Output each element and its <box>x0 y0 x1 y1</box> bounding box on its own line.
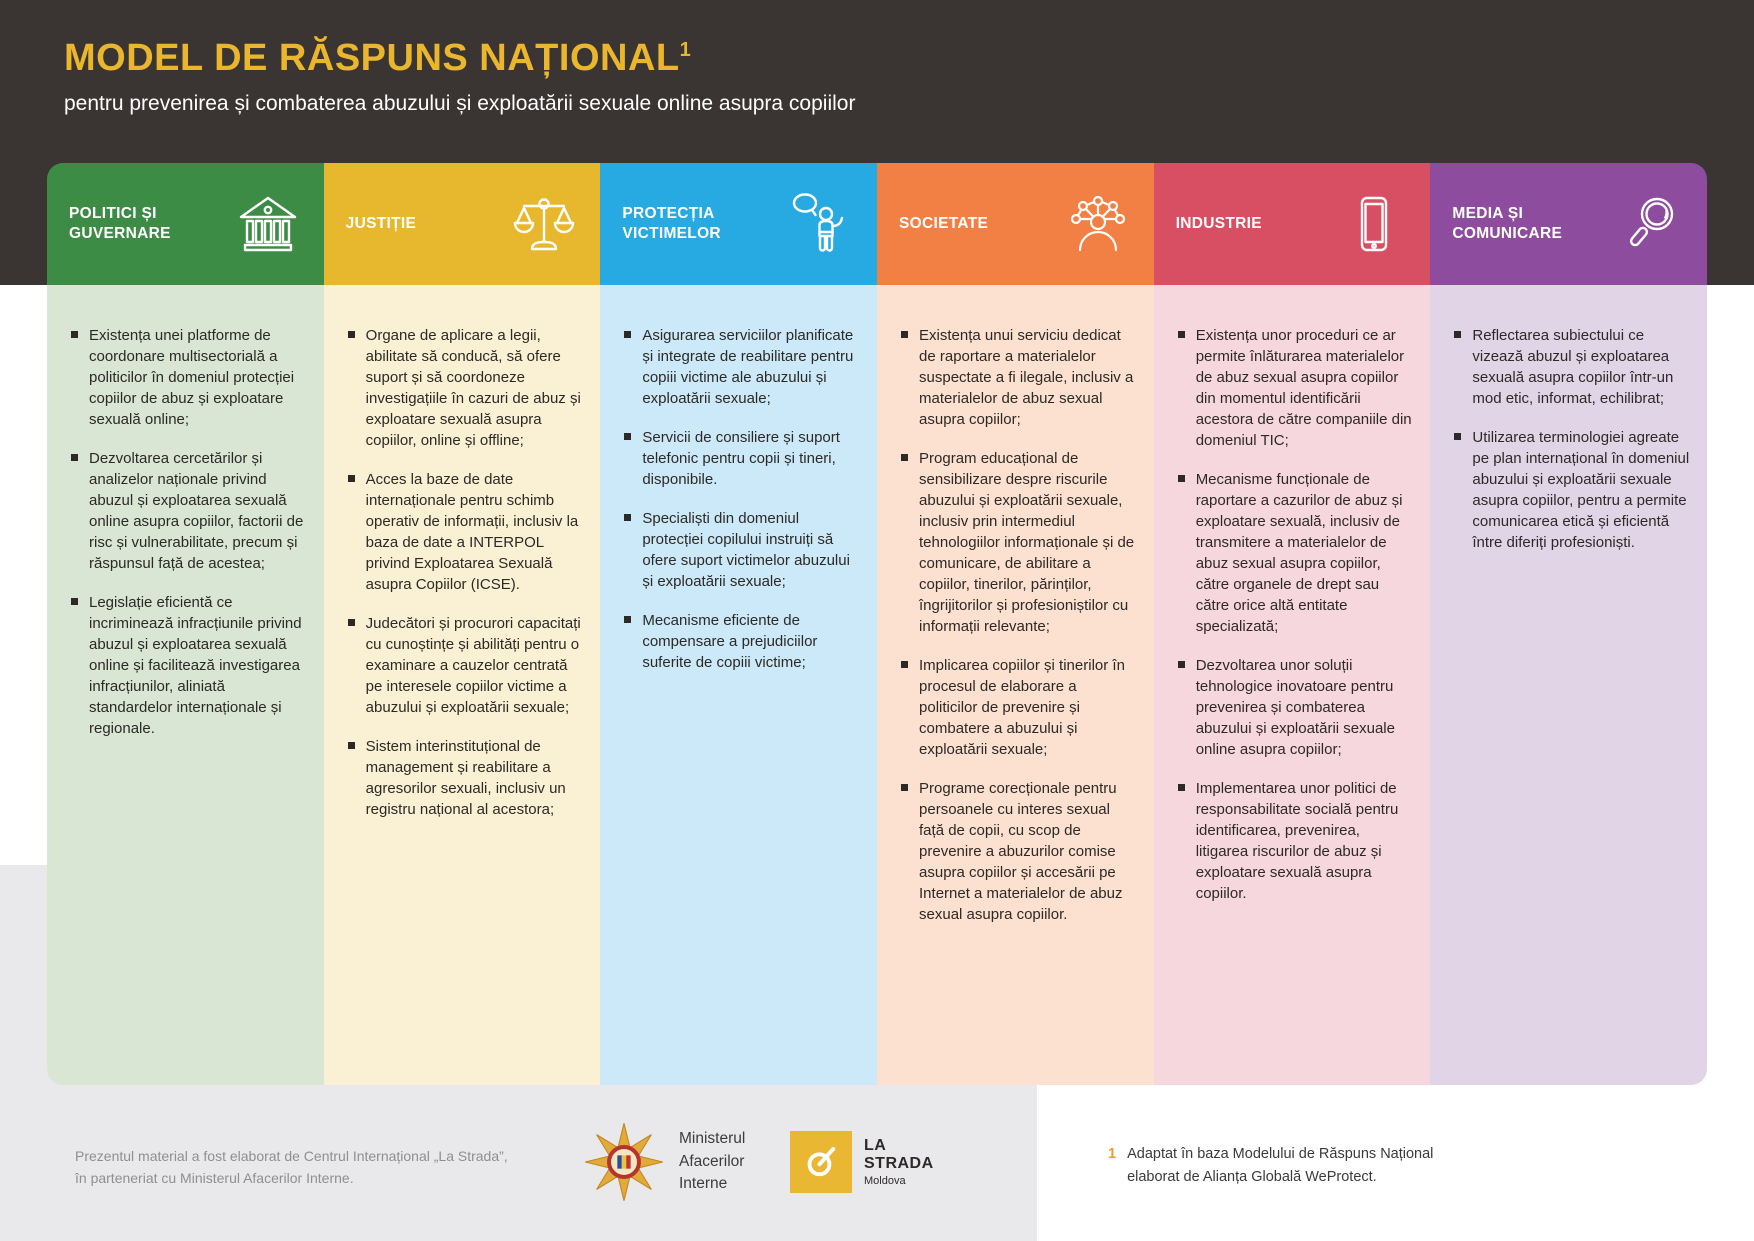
bullet-item <box>348 469 585 595</box>
column-header <box>1430 163 1707 285</box>
bullet-list <box>71 325 308 739</box>
bullet-text: Legislație eficientă ce incriminează infracțiunile privind abuzul și exploatarea sexuală online și facilitează investigarea infracțiunilor, aliniată standardelor internaționale și regionale. <box>89 594 302 737</box>
column-protectia-victimelor <box>600 163 877 1085</box>
column-media-si-comunicare <box>1430 163 1707 1085</box>
attribution-text: Prezentul material a fost elaborat de Centrul Internațional „La Strada”, în parteneriat cu Ministerul Afacerilor Interne. <box>75 1148 508 1187</box>
footnote-text: Adaptat în baza Modelului de Răspuns Național elaborat de Alianța Globală WeProtect. <box>1127 1146 1434 1186</box>
bullet-text: Utilizarea terminologiei agreate pe plan internațional în domeniul abuzului și exploatării sexuale asupra copiilor, pentru a permite comunicarea etică și eficientă între diferiți profesioniști. <box>1472 429 1690 551</box>
mai-logo-block <box>583 1121 765 1203</box>
page-title <box>64 38 855 80</box>
bullet-item <box>348 736 585 820</box>
column-header-label: PROTECȚIA VICTIMELOR <box>622 204 721 242</box>
column-industrie <box>1154 163 1431 1085</box>
bullet-item <box>71 592 308 739</box>
bullet-square-icon <box>348 475 355 482</box>
lastrada-name: LA STRADA <box>864 1137 934 1172</box>
bullet-square-icon <box>624 514 631 521</box>
bullet-square-icon <box>71 454 78 461</box>
bullet-item <box>1178 469 1415 637</box>
bullet-list <box>624 325 861 673</box>
bullet-square-icon <box>901 661 908 668</box>
column-body <box>1430 285 1707 1085</box>
person-speech-bubble-icon <box>789 192 853 256</box>
lastrada-logo-block <box>790 1131 936 1193</box>
bullet-text: Organe de aplicare a legii, abilitate să conducă, să ofere suport și să coordoneze investigațiile în cazuri de abuz și exploatare sexuală asupra copiilor, online și offline; <box>365 327 581 449</box>
bullet-list <box>1454 325 1691 553</box>
lastrada-logo-icon <box>790 1131 852 1193</box>
bullet-square-icon <box>624 433 631 440</box>
community-network-icon <box>1066 192 1130 256</box>
bullet-square-icon <box>1178 331 1185 338</box>
bullet-list <box>901 325 1138 925</box>
bullet-square-icon <box>901 454 908 461</box>
lastrada-sub: Moldova <box>864 1174 906 1187</box>
footnote <box>1108 1143 1438 1189</box>
columns <box>47 163 1707 1085</box>
column-header <box>600 163 877 285</box>
bullet-text: Specialiști din domeniul protecției copilului instruiți să ofere suport victimelor abuzului și exploatării sexuale; <box>642 510 850 590</box>
bullet-square-icon <box>624 616 631 623</box>
bullet-text: Acces la baze de date internaționale pentru schimb operativ de informații, inclusiv la baza de date a INTERPOL privind Exploatarea Sexuală asupra Copiilor (ICSE). <box>365 471 579 593</box>
bullet-item <box>71 448 308 574</box>
column-body <box>47 285 324 1085</box>
bullet-text: Implementarea unor politici de responsabilitate socială pentru identificarea, prevenirea, litigarea riscurilor de abuz și exploatare sexuală asupra copiilor. <box>1195 780 1399 902</box>
smartphone-icon <box>1342 192 1406 256</box>
mai-logo-label: Ministerul Afacerilor Interne <box>679 1130 746 1193</box>
bullet-text: Existența unui serviciu dedicat de raportare a materialelor suspectate a fi ilegale, inclusiv a materialelor de abuz sexual asupra copiilor; <box>919 327 1134 428</box>
bullet-text: Servicii de consiliere și suport telefonic pentru copii și tineri, disponibile. <box>642 429 840 488</box>
bullet-square-icon <box>1178 475 1185 482</box>
bullet-square-icon <box>348 742 355 749</box>
column-header-label: JUSTIȚIE <box>345 214 417 232</box>
bullet-square-icon <box>901 784 908 791</box>
bullet-square-icon <box>71 331 78 338</box>
bullet-square-icon <box>1454 331 1461 338</box>
column-body <box>1154 285 1431 1085</box>
bullet-item <box>1178 778 1415 904</box>
column-body <box>324 285 601 1085</box>
bullet-text: Implicarea copiilor și tinerilor în procesul de elaborare a politicilor de prevenire și combatere a abuzului și exploatării sexuale; <box>919 657 1125 758</box>
bullet-item <box>1454 325 1691 409</box>
justice-scales-icon <box>512 192 576 256</box>
mai-emblem-icon <box>583 1121 665 1203</box>
column-header <box>877 163 1154 285</box>
bullet-square-icon <box>348 619 355 626</box>
magnifier-icon <box>1619 192 1683 256</box>
column-header <box>47 163 324 285</box>
bullet-text: Dezvoltarea unor soluții tehnologice inovatoare pentru prevenirea și combaterea abuzului și exploatării sexuale online asupra copiilor; <box>1195 657 1395 758</box>
bullet-item <box>71 325 308 430</box>
bullet-text: Judecători și procurori capacitați cu cunoștințe și abilități pentru o examinare a cauzelor centrată pe interesele copiilor victime a abuzului și exploatării sexuale; <box>365 615 581 716</box>
page-subtitle: pentru prevenirea și combaterea abuzului și exploatării sexuale online asupra copiilor <box>64 91 856 115</box>
bullet-square-icon <box>901 331 908 338</box>
bullet-text: Dezvoltarea cercetărilor și analizelor naționale privind abuzul și exploatarea sexuală online asupra copiilor, factorii de risc și vulnerabilitate, precum și răspunsul față de acestea; <box>89 450 304 572</box>
bullet-item <box>348 325 585 451</box>
bullet-item <box>1454 427 1691 553</box>
bullet-item <box>901 325 1138 430</box>
government-building-icon <box>236 192 300 256</box>
bullet-square-icon <box>1178 661 1185 668</box>
page-title-text: MODEL DE RĂSPUNS NAȚIONAL <box>64 37 680 79</box>
bullet-text: Sistem interinstituțional de management și reabilitare a agresorilor sexuali, inclusiv un registru național al acestora; <box>365 738 566 818</box>
bullet-text: Program educațional de sensibilizare despre riscurile abuzului și exploatării sexuale, inclusiv prin intermediul tehnologiilor informaționale și de comunicare, de abilitare a copiilor, tinerilor, părinților, îngrijitorilor și profesioniștilor cu informații relevante; <box>919 450 1135 635</box>
column-header <box>324 163 601 285</box>
bullet-item <box>624 610 861 673</box>
column-politici-si-guvernare <box>47 163 324 1085</box>
bullet-text: Mecanisme eficiente de compensare a prejudiciilor suferite de copiii victime; <box>642 612 818 671</box>
column-header-label: INDUSTRIE <box>1175 214 1262 232</box>
lastrada-logo-label <box>864 1137 936 1186</box>
bullet-text: Asigurarea serviciilor planificate și integrate de reabilitare pentru copiii victime ale abuzului și exploatării sexuale; <box>642 327 854 407</box>
bullet-square-icon <box>1454 433 1461 440</box>
bullet-item <box>901 655 1138 760</box>
column-header <box>1154 163 1431 285</box>
footer <box>0 1085 1754 1241</box>
bullet-list <box>348 325 585 820</box>
bullet-text: Reflectarea subiectului ce vizează abuzul și exploatarea sexuală asupra copiilor într-un mod etic, informat, echilibrat; <box>1472 327 1674 407</box>
bullet-list <box>1178 325 1415 904</box>
bullet-item <box>624 508 861 592</box>
column-header-label: SOCIETATE <box>899 214 989 232</box>
bullet-text: Existența unei platforme de coordonare multisectorială a politicilor în domeniul protecției copiilor de abuz și exploatare sexuală online; <box>89 327 295 428</box>
column-header-label: POLITICI ȘI GUVERNARE <box>69 204 171 242</box>
bullet-item <box>624 427 861 490</box>
column-body <box>877 285 1154 1085</box>
bullet-item <box>901 448 1138 637</box>
column-justitie <box>324 163 601 1085</box>
column-societate <box>877 163 1154 1085</box>
bullet-square-icon <box>71 598 78 605</box>
bullet-item <box>348 613 585 718</box>
bullet-item <box>1178 325 1415 451</box>
bullet-item <box>1178 655 1415 760</box>
title-footnote-marker: 1 <box>679 39 692 61</box>
bullet-square-icon <box>1178 784 1185 791</box>
bullet-text: Existența unor proceduri ce ar permite înlăturarea materialelor de abuz sexual asupra copiilor din momentul identificării acestora de către companiile din domeniul TIC; <box>1195 327 1412 449</box>
bullet-text: Mecanisme funcționale de raportare a cazurilor de abuz și exploatare sexuală, inclusiv de transmitere a materialelor de abuz sexual asupra copiilor, către organele de drept sau către orice altă entitate specializată; <box>1195 471 1403 635</box>
bullet-square-icon <box>624 331 631 338</box>
bullet-item <box>624 325 861 409</box>
footnote-number: 1 <box>1108 1146 1117 1162</box>
page-header <box>64 38 855 116</box>
column-header-label: MEDIA ȘI COMUNICARE <box>1452 204 1563 242</box>
bullet-text: Programe corecționale pentru persoanele cu interes sexual față de copii, cu scop de prevenire a abuzurilor comise asupra copiilor și accesării pe Internet a materialelor de abuz sexual asupra copiilor. <box>919 780 1123 923</box>
bullet-square-icon <box>348 331 355 338</box>
bullet-item <box>901 778 1138 925</box>
column-body <box>600 285 877 1085</box>
